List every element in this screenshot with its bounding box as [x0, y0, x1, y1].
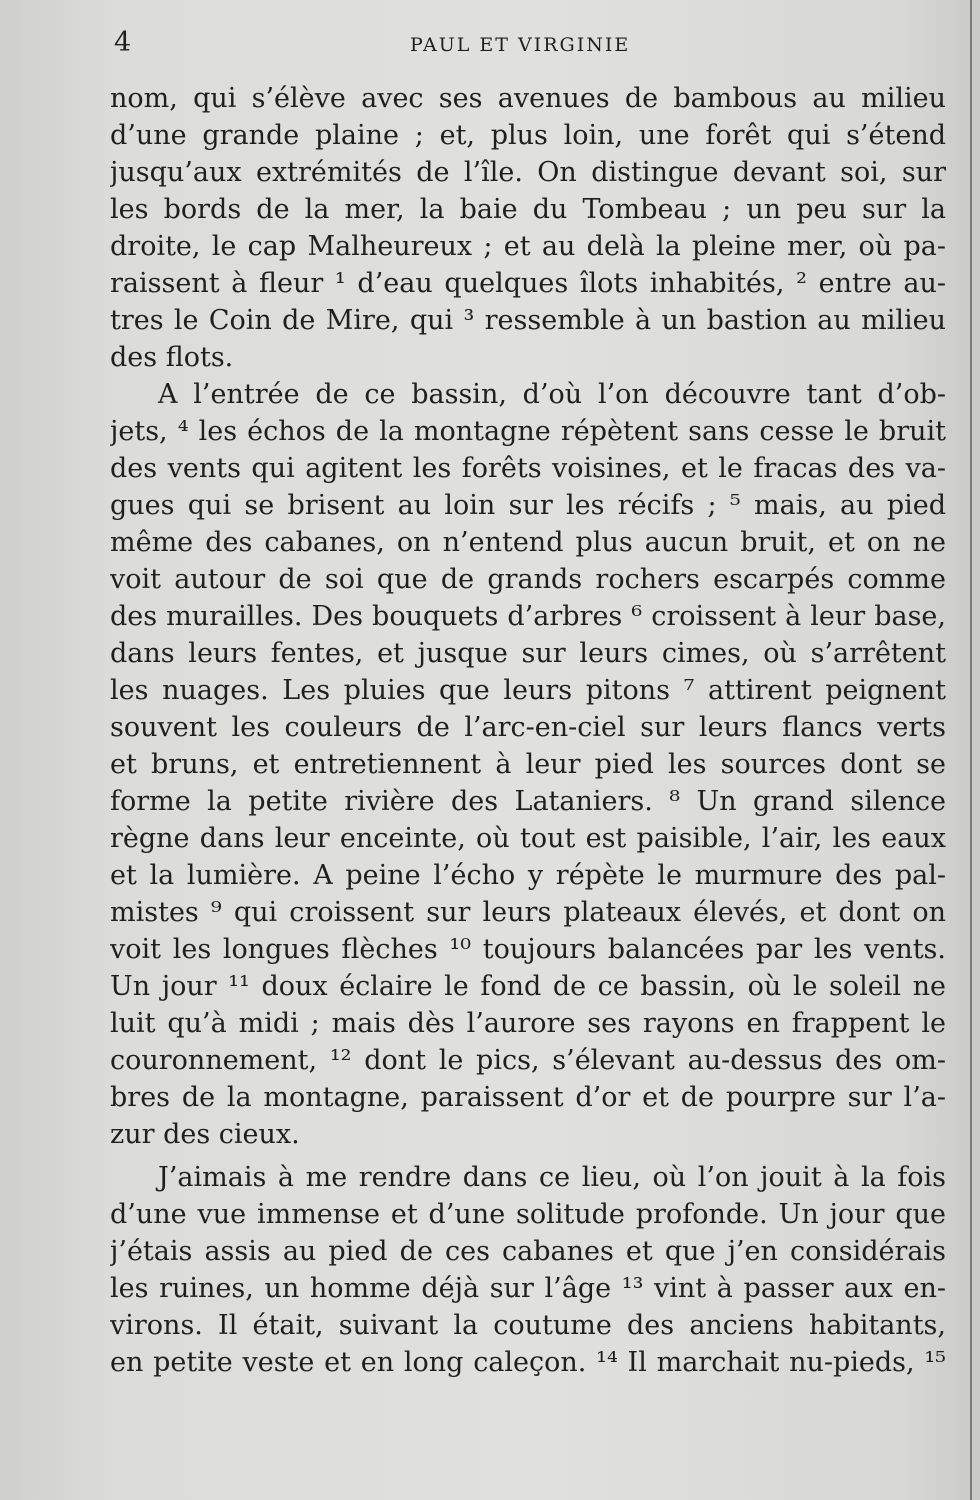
text-line: zur des cieux.	[110, 1119, 300, 1150]
text-line: raissent à fleur ¹ d’eau quelques îlots inhabités, ² entre au-	[110, 268, 946, 299]
text-line: tres le Coin de Mire, qui ³ ressemble à un bastion au milieu	[110, 305, 946, 336]
text-line: les ruines, un homme déjà sur l’âge ¹³ vint à passer aux en-	[110, 1273, 946, 1304]
text-line: J’aimais à me rendre dans ce lieu, où l’on jouit à la fois	[158, 1162, 946, 1193]
paragraph	[110, 80, 946, 376]
text-line: mistes ⁹ qui croissent sur leurs plateaux élevés, et dont on	[110, 897, 946, 928]
text-line: règne dans leur enceinte, où tout est paisible, l’air, les eaux	[110, 823, 946, 854]
running-title: PAUL ET VIRGINIE	[410, 34, 631, 56]
body-text	[110, 80, 946, 1381]
text-line: des vents qui agitent les forêts voisines, et le fracas des va-	[110, 453, 946, 484]
paragraph	[110, 1159, 946, 1381]
text-line: couronnement, ¹² dont le pics, s’élevant au-dessus des om-	[110, 1045, 946, 1076]
text-line: forme la petite rivière des Lataniers. ⁸ Un grand silence	[110, 786, 946, 817]
text-line: nom, qui s’élève avec ses avenues de bambous au milieu	[110, 83, 946, 114]
page-header	[110, 26, 940, 60]
text-line: voit autour de soi que de grands rochers escarpés comme	[110, 564, 946, 595]
text-line: Un jour ¹¹ doux éclaire le fond de ce bassin, où le soleil ne	[110, 971, 946, 1002]
text-line: les bords de la mer, la baie du Tombeau ; un peu sur la	[110, 194, 946, 225]
text-line: luit qu’à midi ; mais dès l’aurore ses rayons en frappent le	[110, 1008, 946, 1039]
text-line: virons. Il était, suivant la coutume des anciens habitants,	[110, 1310, 946, 1341]
text-line: j’étais assis au pied de ces cabanes et que j’en considérais	[110, 1236, 946, 1267]
text-line: des flots.	[110, 342, 234, 373]
text-line: jets, ⁴ les échos de la montagne répètent sans cesse le bruit	[110, 416, 946, 447]
page-number: 4	[114, 27, 132, 58]
text-line: même des cabanes, on n’entend plus aucun bruit, et on ne	[110, 527, 946, 558]
text-line: les nuages. Les pluies que leurs pitons ⁷ attirent peignent	[110, 675, 946, 706]
text-line: jusqu’aux extrémités de l’île. On distingue devant soi, sur	[110, 157, 946, 188]
text-line: et la lumière. A peine l’écho y répète le murmure des pal-	[110, 860, 946, 891]
paragraph	[110, 376, 946, 1153]
text-line: en petite veste et en long caleçon. ¹⁴ Il marchait nu-pieds, ¹⁵	[110, 1347, 946, 1378]
text-line: gues qui se brisent au loin sur les récifs ; ⁵ mais, au pied	[110, 490, 946, 521]
text-line: des murailles. Des bouquets d’arbres ⁶ croissent à leur base,	[110, 601, 946, 632]
text-line: d’une vue immense et d’une solitude profonde. Un jour que	[110, 1199, 946, 1230]
text-line: bres de la montagne, paraissent d’or et de pourpre sur l’a-	[110, 1082, 946, 1113]
text-line: voit les longues flèches ¹⁰ toujours balancées par les vents.	[110, 934, 946, 965]
text-line: d’une grande plaine ; et, plus loin, une forêt qui s’étend	[110, 120, 946, 151]
text-line: dans leurs fentes, et jusque sur leurs cimes, où s’arrêtent	[110, 638, 946, 669]
text-line: droite, le cap Malheureux ; et au delà la pleine mer, où pa-	[110, 231, 946, 262]
text-line: A l’entrée de ce bassin, d’où l’on découvre tant d’ob-	[158, 379, 946, 410]
text-line: et bruns, et entretiennent à leur pied les sources dont se	[110, 749, 946, 780]
page-edge-line	[970, 0, 972, 1500]
text-line: souvent les couleurs de l’arc-en-ciel sur leurs flancs verts	[110, 712, 946, 743]
